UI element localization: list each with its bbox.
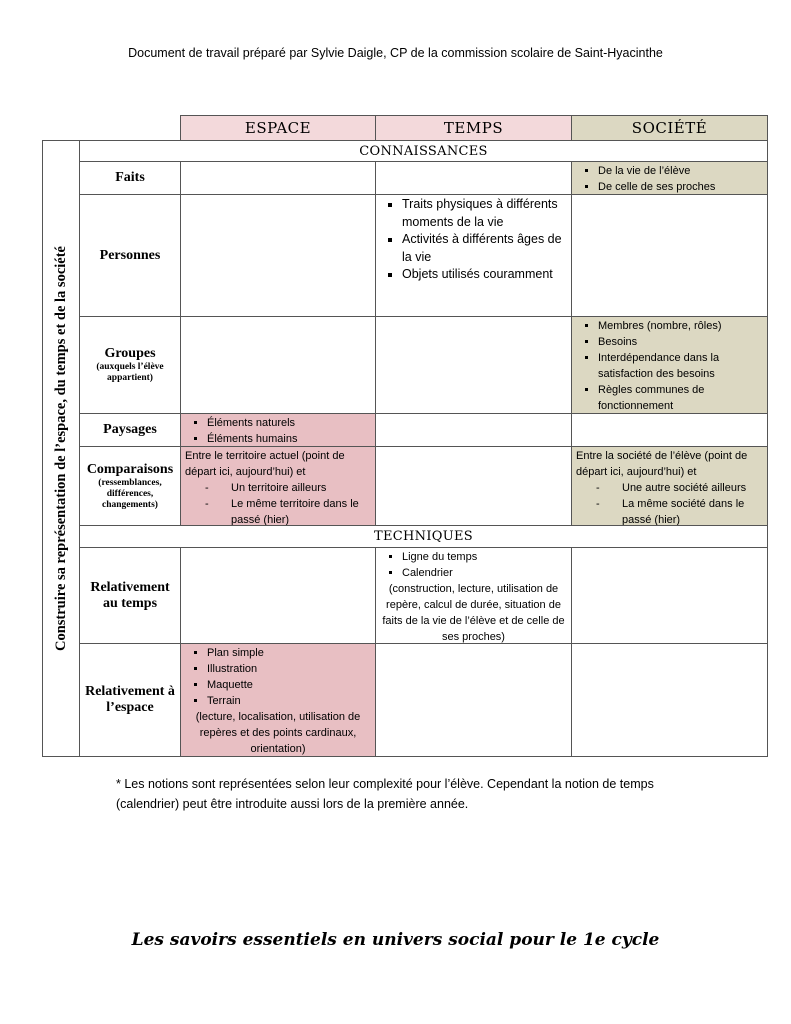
list-item: ▪ Activités à différents âges de la vie <box>402 231 567 266</box>
knowledge-table <box>42 115 768 757</box>
column-header-societe: SOCIÉTÉ <box>571 115 768 141</box>
row-label-text: Faits <box>115 170 145 185</box>
cell-rel-temps-espace <box>180 547 376 644</box>
list-item: ▪ De la vie de l’élève <box>598 163 763 179</box>
cell-faits-temps <box>375 161 572 195</box>
row-label-groupes <box>79 316 181 414</box>
cell-rel-temps-societe <box>571 547 768 644</box>
cell-comparaisons-societe <box>571 446 768 526</box>
list-item: - Une autre société ailleurs <box>622 480 767 496</box>
list-item: - Un territoire ailleurs <box>231 480 375 496</box>
row-label-text: Personnes <box>99 247 161 263</box>
technique-note: (lecture, localisation, utilisation de repères et des points cardinaux, orientation) <box>195 711 361 755</box>
list-item: ▪ Éléments humains <box>207 431 371 447</box>
list-item: ▪ Maquette <box>207 677 371 693</box>
list-item: ▪ Règles communes de fonctionnement <box>598 382 763 414</box>
list-item: ▪ Terrain <box>207 693 371 709</box>
row-label-relativement-a-espace <box>79 643 181 757</box>
row-label-text: Groupes <box>104 346 156 361</box>
comparison-intro: Entre la société de l’élève (point de départ ici, aujourd’hui) et <box>576 450 748 478</box>
row-sublabel: (auxquels l’élève appartient) <box>96 362 164 383</box>
row-label-text: Relativement au temps <box>90 579 170 611</box>
cell-rel-espace-espace <box>180 643 376 757</box>
cell-faits-espace <box>180 161 376 195</box>
list-item: - La même société dans le passé (hier) <box>622 496 767 526</box>
column-header-espace: ESPACE <box>180 115 376 141</box>
cell-faits-societe <box>571 161 768 195</box>
list-item: ▪ Illustration <box>207 661 371 677</box>
row-label-text: Comparaisons <box>86 461 174 477</box>
list-item: ▪ Éléments naturels <box>207 415 371 431</box>
cell-comparaisons-temps <box>375 446 572 526</box>
comparison-intro: Entre le territoire actuel (point de départ ici, aujourd’hui) et <box>185 450 345 478</box>
header-note: Document de travail préparé par Sylvie Daigle, CP de la commission scolaire de Saint-Hyacinthe <box>128 46 663 60</box>
cell-rel-espace-temps <box>375 643 572 757</box>
cell-personnes-espace <box>180 194 376 317</box>
list-item: ▪ Plan simple <box>207 645 371 661</box>
list-item: ▪ De celle de ses proches <box>598 179 763 195</box>
row-label-faits <box>79 161 181 195</box>
cell-paysages-espace <box>180 413 376 447</box>
side-label-text: Construire sa représentation de l’espace, du temps et de la société <box>52 245 69 652</box>
row-label-paysages <box>79 413 181 447</box>
row-label-text: Relativement à l’espace <box>85 684 175 715</box>
list-item: ▪ Traits physiques à différents moments de la vie <box>402 196 567 231</box>
cell-personnes-societe <box>571 194 768 317</box>
cell-rel-espace-societe <box>571 643 768 757</box>
list-item: ▪ Calendrier <box>402 565 567 581</box>
cell-groupes-societe <box>571 316 768 414</box>
side-label <box>42 140 80 757</box>
section-knowledge: CONNAISSANCES <box>79 140 768 162</box>
list-item: ▪ Besoins <box>598 334 763 350</box>
cell-paysages-temps <box>375 413 572 447</box>
row-label-comparaisons <box>79 446 181 526</box>
list-item: ▪ Membres (nombre, rôles) <box>598 318 763 334</box>
footnote: * Les notions sont représentées selon leur complexité pour l’élève. Cependant la notion de temps (calendrier) peut être introduite aussi lors de la première année. <box>116 777 654 811</box>
list-item: ▪ Interdépendance dans la satisfaction des besoins <box>598 350 763 382</box>
cell-paysages-societe <box>571 413 768 447</box>
cell-groupes-temps <box>375 316 572 414</box>
row-sublabel: (ressemblances, différences, changements) <box>98 477 162 510</box>
cell-comparaisons-espace <box>180 446 376 526</box>
cell-personnes-temps <box>375 194 572 317</box>
technique-note: (construction, lecture, utilisation de repère, calcul de durée, situation de faits de la vie de l’élève et de celle de ses proches) <box>382 583 565 643</box>
list-item: ▪ Ligne du temps <box>402 549 567 565</box>
document-title: Les savoirs essentiels en univers social pour le 1e cycle <box>131 930 660 950</box>
section-techniques: TECHNIQUES <box>79 525 768 548</box>
list-item: ▪ Objets utilisés couramment <box>402 266 567 284</box>
row-label-text: Paysages <box>103 422 157 437</box>
list-item: - Le même territoire dans le passé (hier) <box>231 496 375 526</box>
column-header-temps: TEMPS <box>375 115 572 141</box>
row-label-personnes <box>79 194 181 317</box>
row-label-relativement-au-temps <box>79 547 181 644</box>
cell-rel-temps-temps <box>375 547 572 644</box>
cell-groupes-espace <box>180 316 376 414</box>
